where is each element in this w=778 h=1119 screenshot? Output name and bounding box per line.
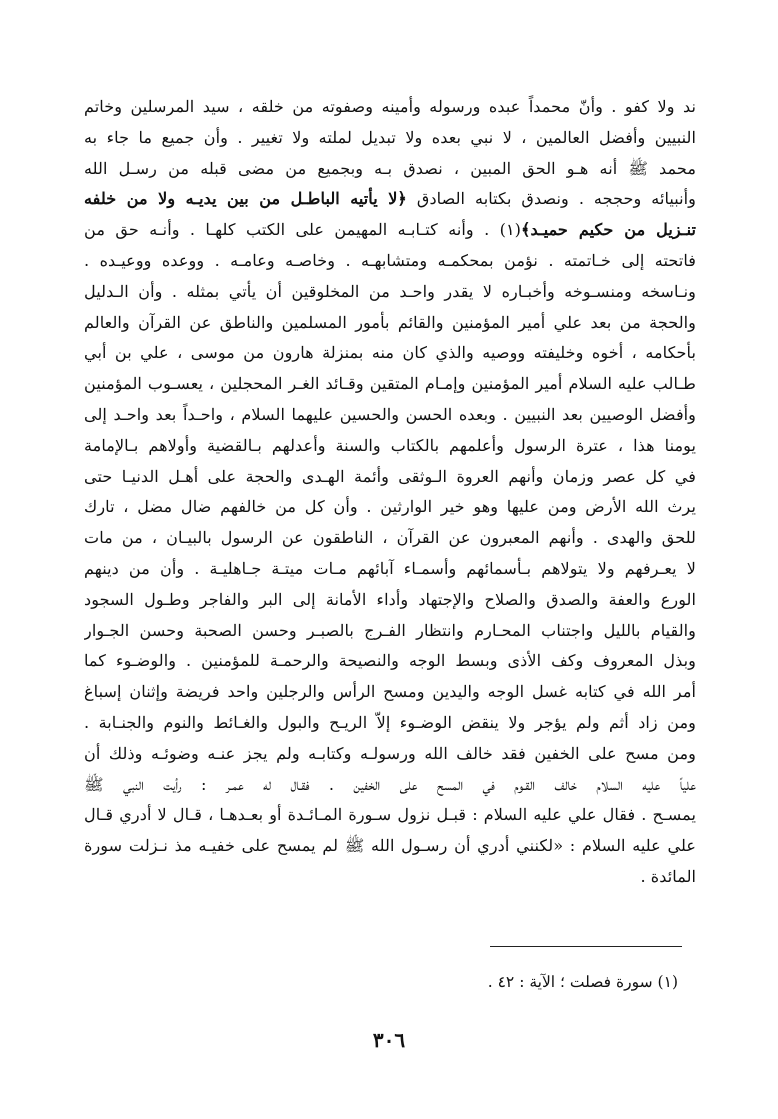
footnote-divider: [490, 946, 682, 947]
page-number: ٣٠٦: [372, 1028, 406, 1052]
main-text: [84, 92, 696, 893]
text-line: علي عليه السلام : «لكنني أدري أن رسـول الله ﷺ لم يمسح على خفيـه مذ نـزلت سورة: [84, 836, 696, 856]
text-line: يومنا هذا ، عترة الرسول وأعلمهم بالكتاب والسنة وأعدلهم بـالقضية وأولاهم بـالإمامة: [84, 435, 696, 455]
text-line: وأفضل الوصيين بعد النبيين . وبعده الحسن والحسين عليهما السلام ، واحـداً بعد واحـد إلى: [84, 404, 696, 424]
text-line: لا يعـرفهم ولا يتولاهم بـأسمائهم وأسمـاء آبائهم مـات ميتـة جـاهليـة . وأن من دينهم: [84, 558, 696, 578]
text-line: محمد ﷺ أنه هـو الحق المبين ، نصدق بـه وبجميع من مضى قبله من رسـل الله: [84, 158, 696, 178]
text-line: طـالب عليه السلام أمير المؤمنين وإمـام المتقين وقـائد الغـر المحجلين ، يعسـوب المؤمنين: [84, 374, 696, 394]
quran-quote: ﴿لا يأتيه الباطـل من بين يديـه ولا من خلفه: [84, 189, 407, 209]
text-line: النبيين وأفضل العالمين ، لا نبي بعده ولا تبديل لملته ولا تغيير . وأن جميع ما جاء به: [84, 127, 696, 147]
text-line: علياً عليه السلام خالف القـوم في المسح على الخفين . فقـال له عمـر : رأيت النبي ﷺ: [84, 774, 696, 794]
text-line: فاتحته إلى خـاتمته . نؤمن بمحكمـه ومتشابهـه . وخاصـه وعامـه . ووعده ووعيـده .: [84, 250, 696, 270]
text-line: المائدة .: [640, 866, 696, 886]
text-line: ومن زاد أثم ولم يؤجر ولا ينقض الوضـوء إلاّ الريـح والبول والغـائط والنوم والجنـابة .: [84, 712, 696, 732]
text-line: تنـزيل من حكيم حميـد﴾(١) . وأنه كتـابـه المهيمن على الكتب كلهـا . وأنـه حق من: [84, 220, 696, 240]
quran-quote: تنـزيل من حكيم حميـد﴾: [520, 220, 696, 240]
text-line: يرث الله الأرض ومن عليها وهو خير الوارثين . وأن كل من خالفهم ضال مضل ، تارك: [84, 497, 696, 517]
text-line: الورع والعفة والصدق والصلاح والإجتهاد وأداء الأمانة إلى البر والفاجر وطـول السجود: [84, 589, 696, 609]
text-line: وأنبيائه وحججه . ونصدق بكتابه الصادق ﴿لا يأتيه الباطـل من بين يديـه ولا من خلفه: [84, 189, 696, 209]
text-line: ند ولا كفو . وأنّ محمداً عبده ورسوله وأمينه وصفوته من خلقه ، سيد المرسلين وخاتم: [84, 97, 696, 116]
text-line: يمسـح . فقال علي عليه السلام : قبـل نزول سـورة المـائـدة أو بعـدهـا ، قـال لا أدري قـال: [84, 805, 696, 825]
text-line: للحق والهدى . وأنهم المعبرون عن القرآن ، الناطقون عن الرسول بالبيـان ، من مات: [84, 528, 696, 548]
text-line: في كل عصر وزمان وأنهم العروة الـوثقى وأئمة الهـدى والحجة على أهـل الدنيـا حتى: [84, 466, 696, 486]
text-line: ونـاسخه ومنسـوخه وأخبـاره لا يقدر واحـد من المخلوقين أن يأتي بمثله . وأن الـدليل: [84, 281, 696, 301]
text-line: بأحكامه ، أخوه وخليفته ووصيه والذي كان منه بمنزلة هارون من موسى ، علي بن أبي: [84, 343, 696, 363]
text-line: وبذل المعروف وكف الأذى وبسط الوجه والنصيحة والرحمـة للمؤمنين . والوضـوء كما: [84, 651, 696, 671]
text-line: ومن مسح على الخفين فقد خالف الله ورسولـه وكتابـه ولم يجز عنـه وضوئـه وذلك أن: [84, 743, 696, 763]
text-line: أمر الله في كتابه غسل الوجه واليدين ومسح الرأس والرجلين واحد فريضة وإثنان إسباغ: [84, 682, 696, 702]
text-line: والحجة من بعد علي أمير المؤمنين والقائم بأمور المسلمين والناطق عن القرآن والعالم: [84, 312, 696, 332]
text-line: والقيام بالليل واجتناب المحـارم وانتظار الفـرج بالصبـر وحسن الصحبة وحسن الجـوار: [84, 620, 696, 640]
footnote: (١) سورة فصلت ؛ الآية : ٤٢ .: [487, 973, 678, 991]
